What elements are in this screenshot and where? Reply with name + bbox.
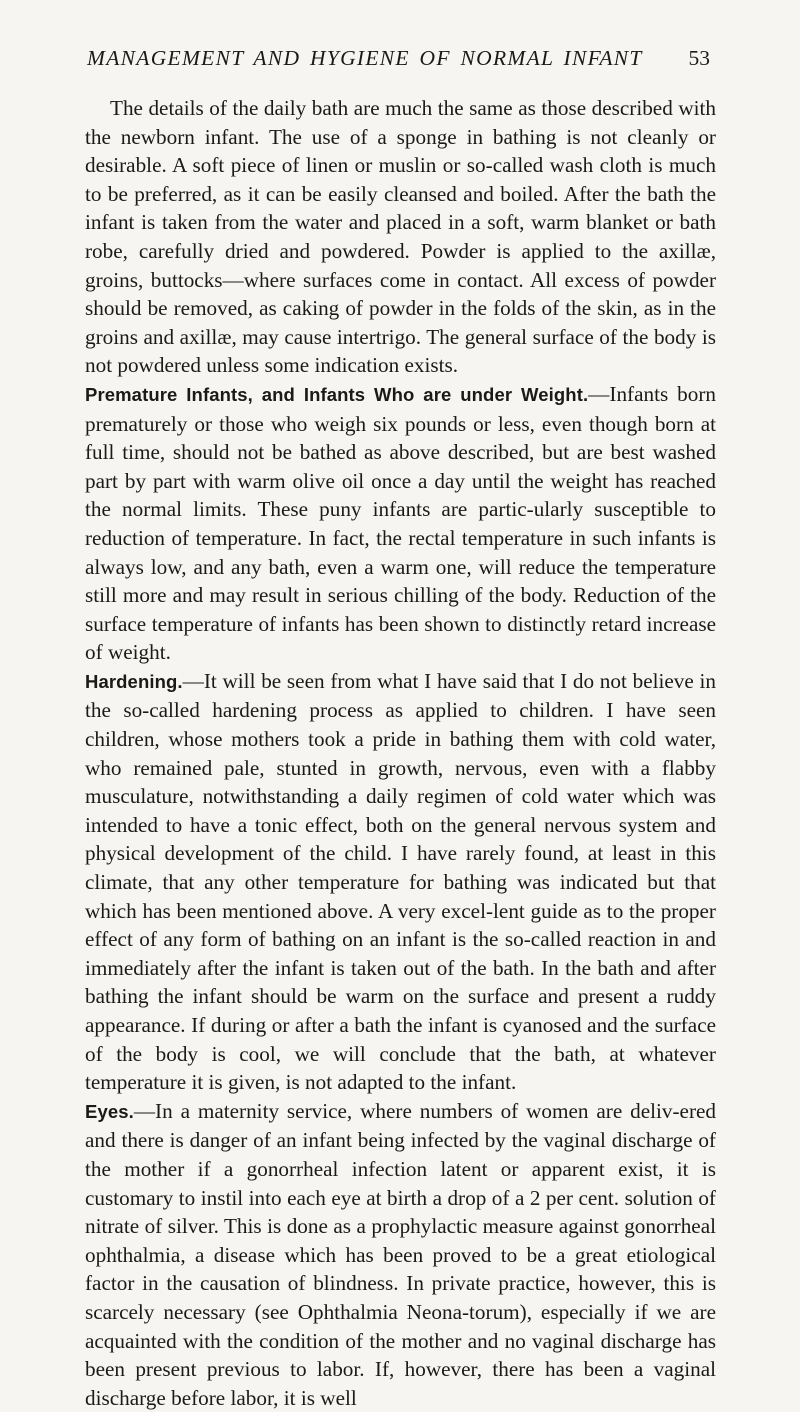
running-head [85, 46, 716, 86]
paragraph-text: —It will be seen from what I have said that I do not believe in the so-called hardening process as applied to children. I have seen children, whose mothers took a pride in bathing them with cold water, who remained pale, stunted in growth, nervous, even with a flabby musculature, notwithstanding a daily regimen of cold water which was intended to have a tonic effect, both on the general nervous system and physical development of the child. I have rarely found, at least in this climate, that any other temperature for bathing was indicated but that which has been mentioned above. A very excel-lent guide as to the proper effect of any form of bathing on an infant is the so-called reaction in and immediately after the infant is taken out of the bath. In the bath and after bathing the infant should be warm on the surface and present a ruddy appearance. If during or after a bath the infant is cyanosed and the surface of the body is cool, we will conclude that the bath, at whatever temperature it is given, is not adapted to the infant. [85, 668, 716, 1095]
paragraph-premature-infants [85, 380, 716, 667]
section-heading: Premature Infants, and Infants Who are under Weight. [85, 383, 589, 405]
section-heading: Hardening. [85, 670, 183, 692]
section-heading: Eyes. [85, 1100, 134, 1122]
body-text [85, 94, 716, 1412]
paragraph-text: —Infants born prematurely or those who weigh six pounds or less, even though born at full time, should not be bathed as above described, but are best washed part by part with warm olive oil once a day until the weight has reached the normal limits. These puny infants are partic-ularly susceptible to reduction of temperature. In fact, the rectal temperature in such infants is always low, and any bath, even a warm one, will reduce the temperature still more and may result in serious chilling of the body. Reduction of the surface temperature of infants has been shown to distinctly retard increase of weight. [85, 381, 717, 665]
paragraph-bath-details [85, 94, 716, 380]
paragraph-eyes [85, 1097, 716, 1412]
paragraph-hardening [85, 667, 716, 1097]
paragraph-text: —In a maternity service, where numbers of women are deliv-ered and there is danger of an infant being infected by the vaginal discharge of the mother if a gonorrheal infection latent or apparent exist, it is customary to instil into each eye at birth a drop of a 2 per cent. solution of nitrate of silver. This is done as a prophylactic measure against gonorrheal ophthalmia, a disease which has been proved to be a great etiological factor in the causation of blindness. In private practice, however, this is scarcely necessary (see Ophthalmia Neona-torum), especially if we are acquainted with the condition of the mother and no vaginal discharge has been present previous to labor. If, however, there has been a vaginal discharge before labor, it is well [85, 1098, 716, 1410]
page-number: 53 [688, 46, 710, 70]
running-head-title: MANAGEMENT AND HYGIENE OF NORMAL INFANT [87, 46, 643, 70]
paragraph-text: The details of the daily bath are much the same as those described with the newborn infant. The use of a sponge in bathing is not cleanly or desirable. A soft piece of linen or muslin or so-called wash cloth is much to be preferred, as it can be easily cleansed and boiled. After the bath the infant is taken from the water and placed in a soft, warm blanket or bath robe, carefully dried and powdered. Powder is applied to the axillæ, groins, buttocks—where surfaces come in contact. All excess of powder should be removed, as caking of powder in the folds of the skin, as in the groins and axillæ, may cause intertrigo. The general surface of the body is not powdered unless some indication exists. [85, 96, 716, 378]
